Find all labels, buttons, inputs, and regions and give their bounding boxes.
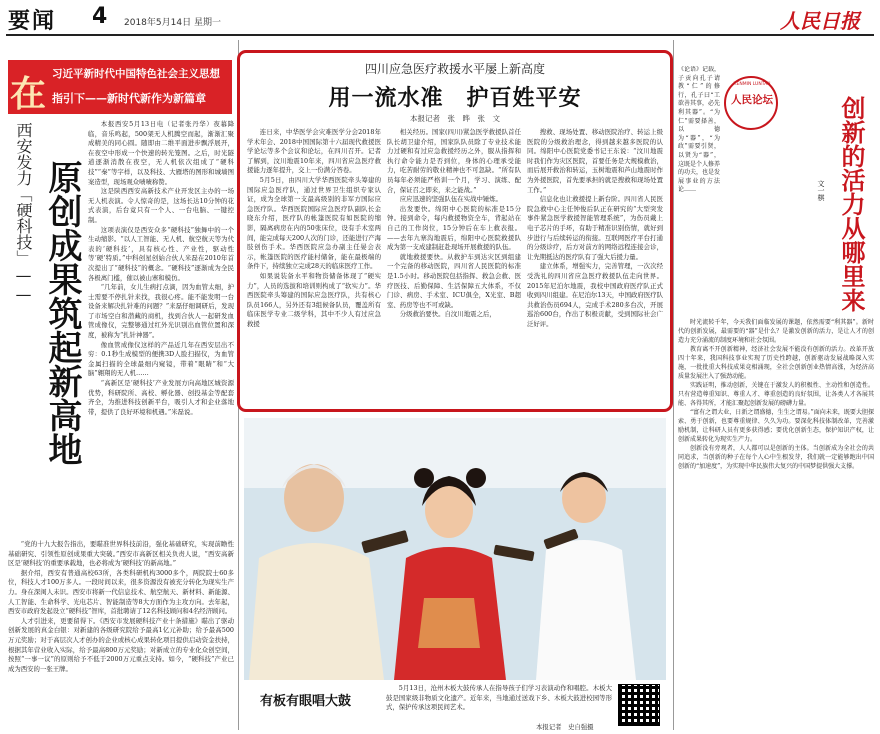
column-para: 创新没有旁观者，人人都可以是创新的主体。当创新成为全社会的共同追求，当创新的种子在每个人心中生根发芽，我们就一定能够跑出中国创新的“加速度”，为实现中华民族伟大复兴的中国梦提供强大支撑。 [678, 445, 874, 470]
feature-para: 分级救治要快。自汶川地震之后， [399, 310, 496, 319]
feature-para: 5月5日，由四川大学华西医院牵头筹建的国际应急医疗队，通过世界卫生组织专家认证，成为全球第一支最高级别的非军方国际应急医疗队。华西医院国际应急医疗队副队长金晓东介绍，医疗队的帐篷医院有如医院的缩影，隔离病房在内的50张床位，设有手术室两间，能完成每天200人次的门诊，还能进行产海肢创伤手术。华西医院应急办副主任晏会表示，帐篷医院的医疗能村储备，能在最极端的条件下，持续独立完成28天的临床医疗工作。 [247, 175, 381, 271]
photo-illustration [244, 418, 666, 680]
feature-headline: 用一流水准 护百姓平安 [328, 86, 582, 111]
issue-date: 2018年5月14日 星期一 [124, 18, 221, 28]
feature-para: 就地救援要快。从救护车到达灾区到组建一个完备的移动医院，四川省人民医院的标准是1.5小时。移动医院包括指挥、救急会救、医疗医技、后勤保障、生活保障五大体系，不仅门诊、病房、手术室、ICU俱全，X光室、B超室、药房等也不可或缺。 [387, 252, 521, 309]
feature-para: 如果说装备水平和物资储备体现了“硬实力”，人员的选拔和培训则构成了“软实力”。华西医院牵头筹建的国际应急医疗队，共有核心队员166人，另外还有3组候备队员，覆盖所有临床医学专业二级学科，其中不少人有过应急救援 [247, 271, 381, 328]
left-para: 据介绍，西安有普通高校63所，各类科研机构3000多个，两院院士60多位，科技人才100万多人。一段时间以来，很多资源没有被充分转化为现实生产力。身在深闺人未识。西安市将新一代信息技术、航空航天、新材料、新能源、人工智能、生命科学、光电芯片、智能制造等8大方面作为主攻方向。去年起，西安市政府发起设立“硬科技”智库，首批聘请了12名科技顾问和4名经济顾问。 [8, 568, 234, 616]
feature-para: 信息化也让救援提上新台阶。四川省人民医院急救中心主任钟俊后队正在研究的“大型突发事件紧急医学救援智能管理系统”，为伤员戴上电子芯片的手环，有助于精准识别伤情，就好到步进行与后续转运的衔接。互联网医疗平台打通的分级诊疗，后方对前方的网络远程连接会诊，让先期抵达的医疗队有了强大后援力量。 [527, 195, 663, 261]
feature-col-2 [387, 128, 521, 406]
left-headline: 原创成果筑起新高地 [42, 160, 82, 466]
column-para: 时光流转千年，今天我们面临发展的课题，依然需要“利其器”。新时代的创新发展，最需要的“器”是什么？是激发创新的活力，是让人才的创造力充分涌流的制度环境和社会氛围。 [678, 319, 874, 344]
left-para: 像血管成像仪这样的产品近几年在西安层出不穷：0.1秒生成模型的便携3D人脸扫描仪，为血管金属扫描的全球最细内窥镜，带着“眼睛”和“大脑”翱翔的无人机…… [88, 340, 234, 378]
column-para: “富有之谓大业，日新之谓盛德，生生之谓易。”面向未来，既要大胆探索、勇于创新，也要尊重规律、久久为功。要深化科技体制改革，完善激励机制，让科研人员有更多获得感；要优化创新生态，保护知识产权，让创新成果转化为现实生产力。 [678, 409, 874, 443]
section-name: 要闻 [8, 9, 57, 34]
column-headline: 创新的活力从哪里来 [837, 96, 865, 312]
column-body [678, 318, 874, 730]
page-number: 4 [92, 4, 108, 29]
feature-para: 应应迅速的坚强队伍在实战中锤炼。 [399, 195, 503, 204]
left-kicker: 西安发力「硬科技」—— [14, 122, 33, 304]
left-para: 人才引进来，更要留得下。《西安市发展硬科技产业十条措施》瞄出了驱动创新发展的真金白银：对新建的各级研究院给予最高1亿元补助；给予最高500万元奖励；对于高层次人才创办的企业或核心成果转化项目提供启动资金扶持，根据其年营业收入实际，给予最高800万元奖励；对新成立的专业化众创空间，按照“一事一议”的原则给予不低于2000万元重点支持。如今，“硬科技”产业已成为西安的一张王牌。 [8, 616, 234, 673]
column-para: 教育离不开创新精神，经济社会发展不能没有创新的活力。改革开放四十年来，我国科技事业实现了历史性跨越，创新驱动发展战略深入实施，一批批重大科技成果竞相涌现，全社会创新创业热情高涨，为经济高质量发展注入了强劲动能。 [678, 346, 874, 380]
left-para: “党的十九大报告指出，要瞄准世界科技前沿，强化基础研究，实现前瞻性基础研究、引领性原创成果重大突破。”西安市高新区相关负责人说，“西安高新区是‘硬科技’的重要承载地，也必将成为‘硬科技’的新高地。” [8, 540, 234, 568]
feature-para: 搜救、现场处置、移动医院治疗、转运上级医院的分级救治理念，得到越来越多医院的认同。绵阳中心医院党委书记王东说：“汶川地震时我们作为灾区医院，首要任务是大规模救治，而后展开救治和转运，玉树地震和芦山地震时作为外援医院，首先要承担的就是搜救和现场处置工作。” [527, 128, 663, 194]
banner-subtitle: 指引下——新时代新作为新篇章 [52, 92, 206, 105]
left-para: 这项表演仅是西安众多“硬科技”独舞中的一个生动缩影。“以人工智能、无人机、航空航天等为代表的‘硬科技’，具有核心性、产业性，驱动性等‘硬’特质。”中科创星创始合伙人米磊在2010年首次提出了“硬科技”的概念。“硬科技”逐渐成为全民各极离门槛，催以被山寨和模仿。 [88, 225, 234, 282]
photo-caption-text: 5月13日，沧州木板大鼓传承人在指导孩子们学习表演动作和唱腔。木板大鼓是国家级非物质文化遗产。近年来，当地通过送戏下乡、木板大鼓进校园等形式，保护传承这项民间艺术。 [386, 684, 612, 712]
badge-label: 人民论坛 [731, 94, 773, 106]
column-badge [724, 76, 778, 130]
feature-para: 出发要快。绵阳中心医院的标准是15分钟。接到命令，每内救援物资全车，背起站在自己的工作岗位，15分钟后在车上救表报。——去年九寨沟地震后，绵阳中心医院救援队成为第一支成建制赶赴现场开展救援的队伍。 [387, 204, 521, 252]
theme-banner [8, 60, 232, 114]
feature-para: 连日来，中华医学会灾难医学分会2018年学术年会、2018中国国际第十六届现代救援医学论坛等多个会议和论坛，在四川召开。记者了解到，汶川地震10年来，四川省应急医疗救援能力逐年提升，交上一份满分答卷。 [247, 128, 381, 175]
feature-para: 建立体系，增强实力，完善管理，一次次经受洗礼的四川省应急医疗救援队伍走向世界。2015年尼泊尔地震，我校中国政府医疗队正式收到四川组建。在尼泊尔13天，中国政府医疗队共救治伤员694人，完成手术280多台次，开展巡治600台，作出了积极贡献，受到国际社会广泛好评。 [527, 262, 663, 328]
column-para: 实践证明，推动创新，关键在于激发人的积极性、主动性和创造性。只有营造尊重知识、尊重人才、尊重创造的良好氛围，让各类人才各展其能、各得其所，才能汇聚起创新发展的磅礴力量。 [678, 382, 874, 407]
qr-code[interactable] [618, 684, 660, 726]
left-para: “几年前，女儿生病打点滴，因为血管太细，护士需要不停扎针来找，我很心疼。能不能发明一台设备来解决扎针难的问题？”来磊仔细调研后，发现了市场空白和潜藏的商机，找到合伙人一起研发血管成像仪，完整够通过红外光识别出血管位置和深度，被称为“扎针神器”。 [88, 283, 234, 340]
left-para: 本报西安5月13日电（记者张丹华）夜幕降临，音乐鸣起，500架无人机腾空而起，渐渐汇聚成精美的同心圆。随即由二维平面进步飘浮展开，在夜空中形成一个快速的转光笼图。之后，时光隧道逐渐消散在夜空，无人机依次组成了“硬科技”“秦”等字样，以及科技、大雁塔的图形和城墙图案造型，现场观众啧啧称赞。 [88, 120, 234, 186]
photo-credit: 本报记者 史自强摄 [536, 723, 594, 731]
left-body-upper [88, 120, 234, 538]
column-author: 文一棋 [817, 180, 825, 201]
left-para: “高新区是‘硬科技’产业发展方向高地区城资源优势，科研院所、高校、孵化器、创投基金等配套齐全，为推进科技创新平台，吸引人才和企业落地带，提供了良好环境和机遇。”米磊说。 [88, 379, 234, 416]
feature-col-3 [527, 128, 663, 406]
feature-kicker: 四川应急医疗救援水平屡上新高度 [364, 62, 545, 76]
feature-para: 相关经历。国家(四川)紧急医学救援队首任队长胡卫建介绍，国家队队员除了专业技术能力过硬和有过应急救援经历之外，服从指挥和执行命令能力是否到位，身体的心理承受能力，吃苦耐劳的敬业精神也不可忽缺。“所有队员每年必须能严格训一个月，学习、演练、配合，保证召之即来，来之能战。” [387, 128, 521, 194]
badge-en: RENMIN LUNTAN [733, 82, 771, 87]
banner-title: 习近平新时代中国特色社会主义思想 [52, 68, 220, 80]
left-body-lower [8, 540, 234, 730]
column-intro: 《论语》记载，子贡向孔子请教“仁”的修行，孔子曰“工欲善其事，必先利其器”。“为仁”需要择善，以德为“器”，“为政”需要引贤，以贤为“器”，这既是个人修养的功夫，也是发展事业的方法论…… [678, 66, 720, 194]
feature-col-1 [247, 128, 381, 406]
feature-byline: 本报记者 张 晔 张 文 [410, 114, 500, 123]
left-para: 这是陕西西安高新技术产业开发区主办的一场无人机表演。令人惊奇的是，这场长达10分钟的花式表演，后台竟只有一个人、一台电脑、一键控制。 [88, 187, 234, 224]
column-divider [673, 40, 674, 730]
banner-big-char: 在 [10, 73, 47, 114]
photo-caption-title: 有板有眼唱大鼓 [260, 694, 352, 709]
news-photo [244, 418, 666, 680]
newspaper-logo: 人民日报 [780, 9, 860, 33]
header-rule [6, 34, 874, 36]
